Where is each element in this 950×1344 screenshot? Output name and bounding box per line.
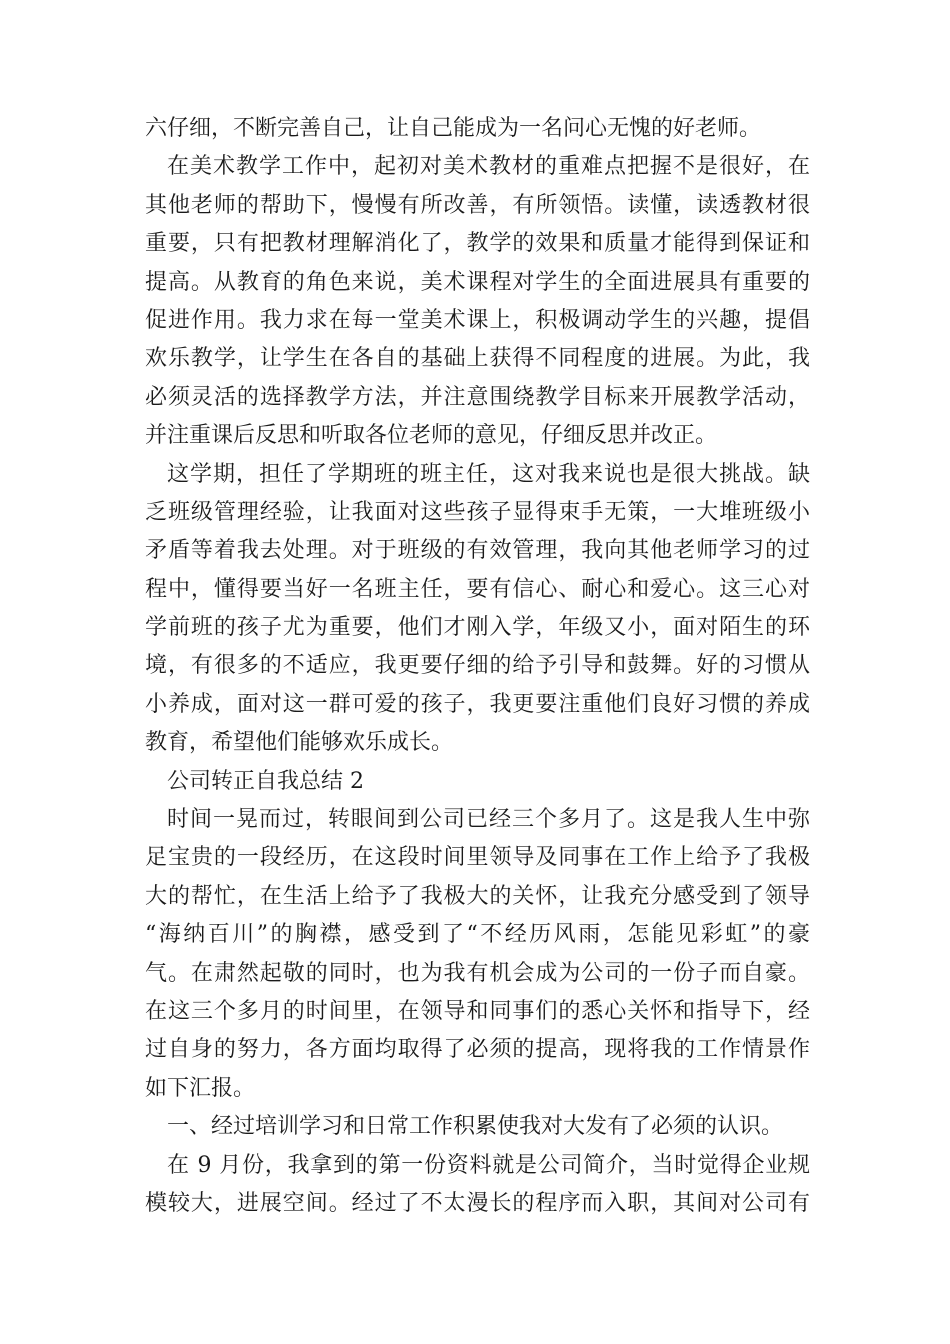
text-line: 在美术教学工作中，起初对美术教材的重难点把握不是很好，在: [167, 154, 810, 180]
text-line: 时间一晃而过，转眼间到公司已经三个多月了。这是我人生中弥: [167, 807, 810, 833]
text-line: 矛盾等着我去处理。对于班级的有效管理，我向其他老师学习的过: [145, 538, 810, 564]
text-line: 欢乐教学，让学生在各自的基础上获得不同程度的进展。为此，我: [145, 346, 810, 372]
text-line: 程中，懂得要当好一名班主任，要有信心、耐心和爱心。这三心对: [145, 576, 810, 602]
text-line: 境，有很多的不适应，我更要仔细的给予引导和鼓舞。好的习惯从: [145, 653, 810, 679]
section-heading: 公司转正自我总结 2: [167, 768, 364, 794]
text-line: 小养成，面对这一群可爱的孩子，我更要注重他们良好习惯的养成: [145, 691, 810, 717]
text-line: 模较大，进展空间。经过了不太漫长的程序而入职，其间对公司有: [145, 1190, 810, 1216]
text-line: 并注重课后反思和听取各位老师的意见，仔细反思并改正。: [145, 423, 718, 449]
text-line: 提高。从教育的角色来说，美术课程对学生的全面进展具有重要的: [145, 269, 810, 295]
text-line: 六仔细，不断完善自己，让自己能成为一名问心无愧的好老师。: [145, 116, 762, 141]
text-line: 促进作用。我力求在每一堂美术课上，积极调动学生的兴趣，提倡: [145, 307, 810, 333]
text-line: 其他老师的帮助下，慢慢有所改善，有所领悟。读懂，读透教材很: [145, 192, 810, 218]
text-line: 大的帮忙，在生活上给予了我极大的关怀，让我充分感受到了领导: [145, 883, 810, 909]
text-line: 足宝贵的一段经历，在这段时间里领导及同事在工作上给予了我极: [145, 845, 810, 871]
text-line: 过自身的努力，各方面均取得了必须的提高，现将我的工作情景作: [145, 1037, 810, 1063]
text-line: 这学期，担任了学期班的班主任，这对我来说也是很大挑战。缺: [167, 461, 810, 487]
text-line: 学前班的孩子尤为重要，他们才刚入学，年级又小，面对陌生的环: [145, 615, 810, 641]
text-line: 必须灵活的选择教学方法，并注意围绕教学目标来开展教学活动，: [145, 384, 810, 410]
text-line: 在这三个多月的时间里，在领导和同事们的悉心关怀和指导下，经: [145, 998, 810, 1024]
text-line: 乏班级管理经验，让我面对这些孩子显得束手无策，一大堆班级小: [145, 499, 810, 525]
text-line: 教育，希望他们能够欢乐成长。: [145, 730, 454, 756]
text-line: 一、经过培训学习和日常工作积累使我对大发有了必须的认识。: [167, 1114, 784, 1140]
text-line: 在 9 月份，我拿到的第一份资料就是公司简介，当时觉得企业规: [167, 1152, 810, 1178]
text-line: “海纳百川”的胸襟，感受到了“不经历风雨，怎能见彩虹”的豪: [145, 922, 810, 948]
text-line: 气。在肃然起敬的同时，也为我有机会成为公司的一份子而自豪。: [145, 960, 810, 986]
text-line: 如下汇报。: [145, 1075, 256, 1101]
document-body: [145, 110, 810, 1223]
text-line: 重要，只有把教材理解消化了，教学的效果和质量才能得到保证和: [145, 231, 810, 257]
